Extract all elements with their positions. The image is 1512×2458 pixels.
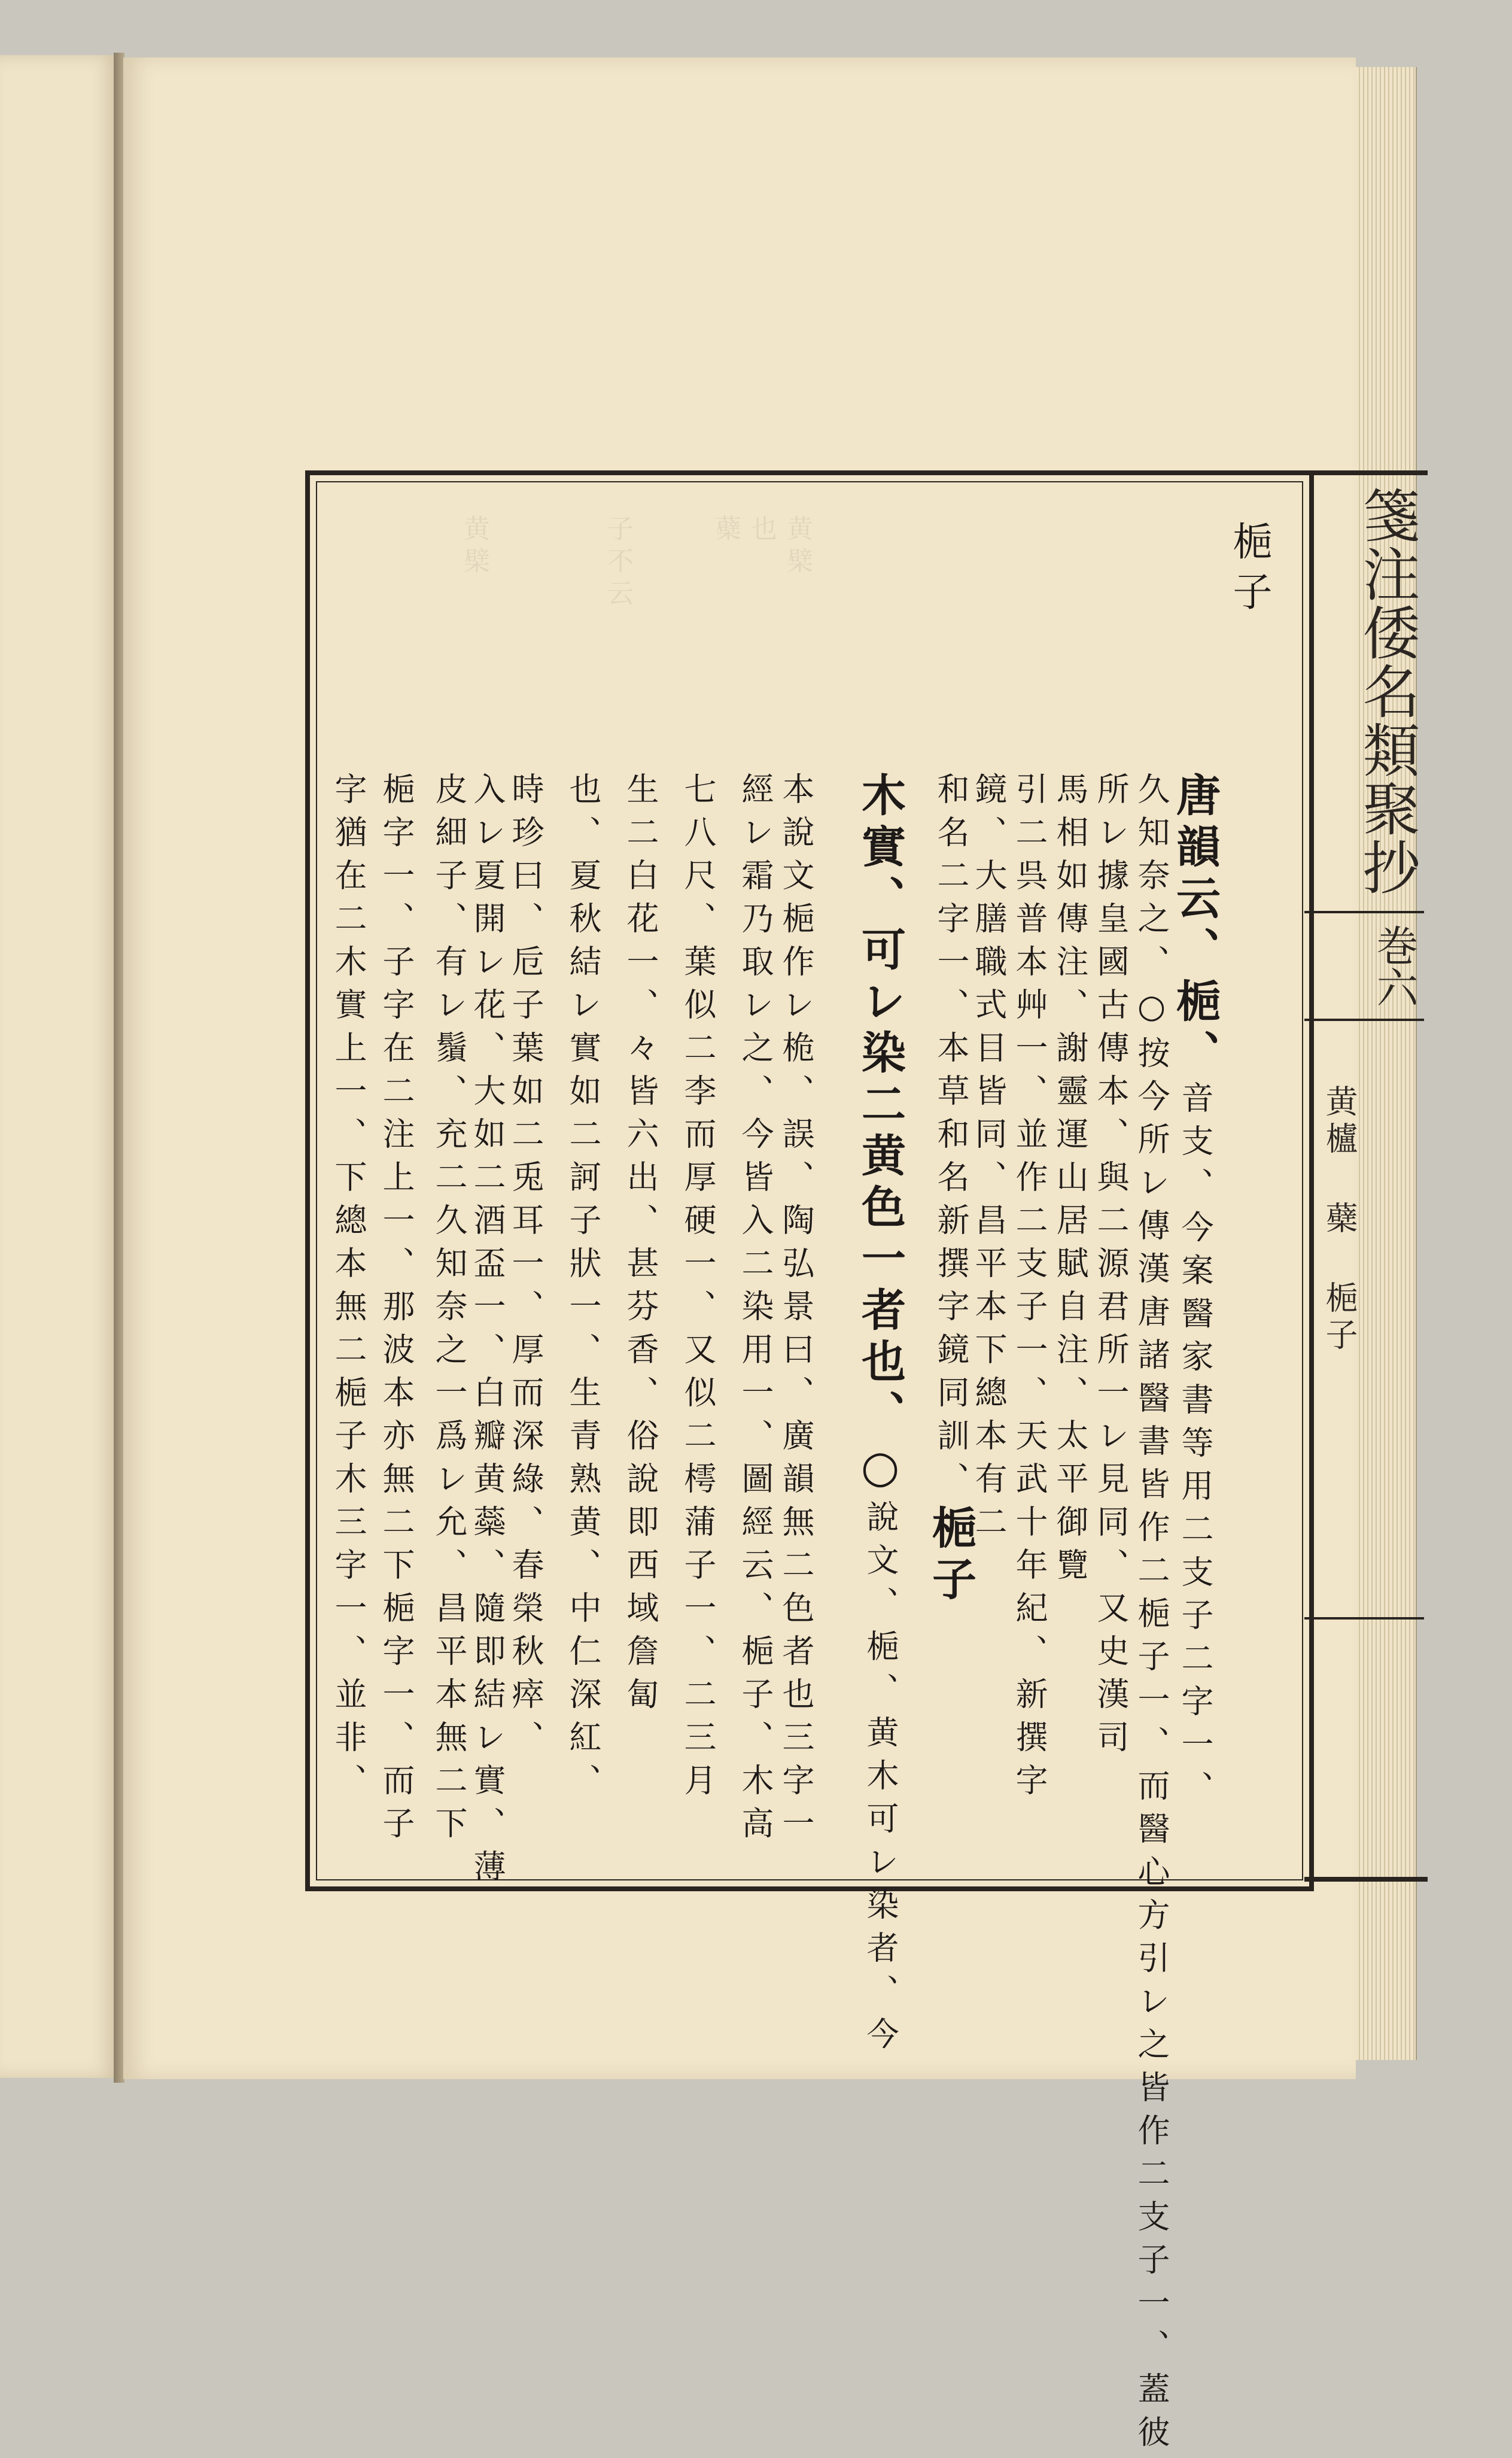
left-page-edge <box>0 55 118 2078</box>
book-title: 箋注倭名類聚抄 <box>1353 486 1420 897</box>
show-through-text: 黄檗 <box>782 515 813 579</box>
text-column: 唐韻云、梔、音支、今案醫家書等用二支子二字一、 <box>1169 772 1221 1813</box>
text-column: 所レ據皇國古傳本、與二源君所一レ見同、又史漢司 <box>1092 772 1130 1763</box>
text-column: 時珍曰、卮子葉如二兎耳一、厚而深綠、春榮秋瘁、 <box>507 772 544 1763</box>
running-header <box>1304 480 1424 1879</box>
entry-heading: 梔子 <box>1226 521 1272 621</box>
text-column: 久知奈之、○按今所レ傳漢唐諸醫書皆作二梔子一、而醫心方引レ之皆作二支子一、蓋彼 <box>1133 772 1170 2458</box>
text-column: 字猶在二木實上一、下總本無二梔子木三字一、並非、 <box>330 772 367 1806</box>
text-column: 和名二字一、本草和名新撰字鏡同訓、梔子 <box>925 772 976 1608</box>
text-column: 七八尺、葉似二李而厚硬一、又似二樗蒲子一、二三月 <box>679 772 717 1806</box>
show-through-text: 蘗 <box>710 515 741 547</box>
show-through-text: 也 <box>746 515 777 547</box>
topic-list: 黄櫨 蘗 梔子 <box>1321 1084 1358 1355</box>
frame-top-extension <box>1304 470 1428 475</box>
volume-label: 巻六 <box>1370 924 1419 1008</box>
text-column: 也、夏秋結レ實如二訶子狀一、生青熟黄、中仁深紅、 <box>564 772 602 1806</box>
text-column: 引二呉普本艸一、並作二支子一、天武十年紀、新撰字 <box>1011 772 1048 1806</box>
text-column: 本說文梔作レ桅、誤、陶弘景曰、廣韻無二色者也三字一 <box>777 772 815 1849</box>
show-through-text: 黄檗 <box>459 515 489 579</box>
text-column: 梔字一、子字在二注上一、那波本亦無二下梔字一、而子 <box>378 772 415 1849</box>
text-column: 鏡、大膳職式目皆同、昌平本下總本有二 <box>970 772 1008 1548</box>
text-column: 經レ霜乃取レ之、今皆入二染用一、圖經云、梔子、木高 <box>737 772 774 1849</box>
show-through-text: 子不云 <box>603 515 633 612</box>
text-column: 馬相如傳注、謝靈運山居賦自注、太平御覽 <box>1051 772 1089 1591</box>
text-column: 皮細子、有レ鬚、充二久知奈之一爲レ允、昌平本無二下 <box>430 772 468 1849</box>
text-column: 木實、可レ染二黄色一者也、○說文、梔、黄木可レ染者、今 <box>854 772 906 2060</box>
text-column: 入レ夏開レ花、大如二酒盃一、白瓣黄蘂、隨即結レ實、薄 <box>468 772 506 1892</box>
text-column: 生二白花一、々皆六出、甚芬香、俗說即西域詹匐 <box>622 772 659 1720</box>
